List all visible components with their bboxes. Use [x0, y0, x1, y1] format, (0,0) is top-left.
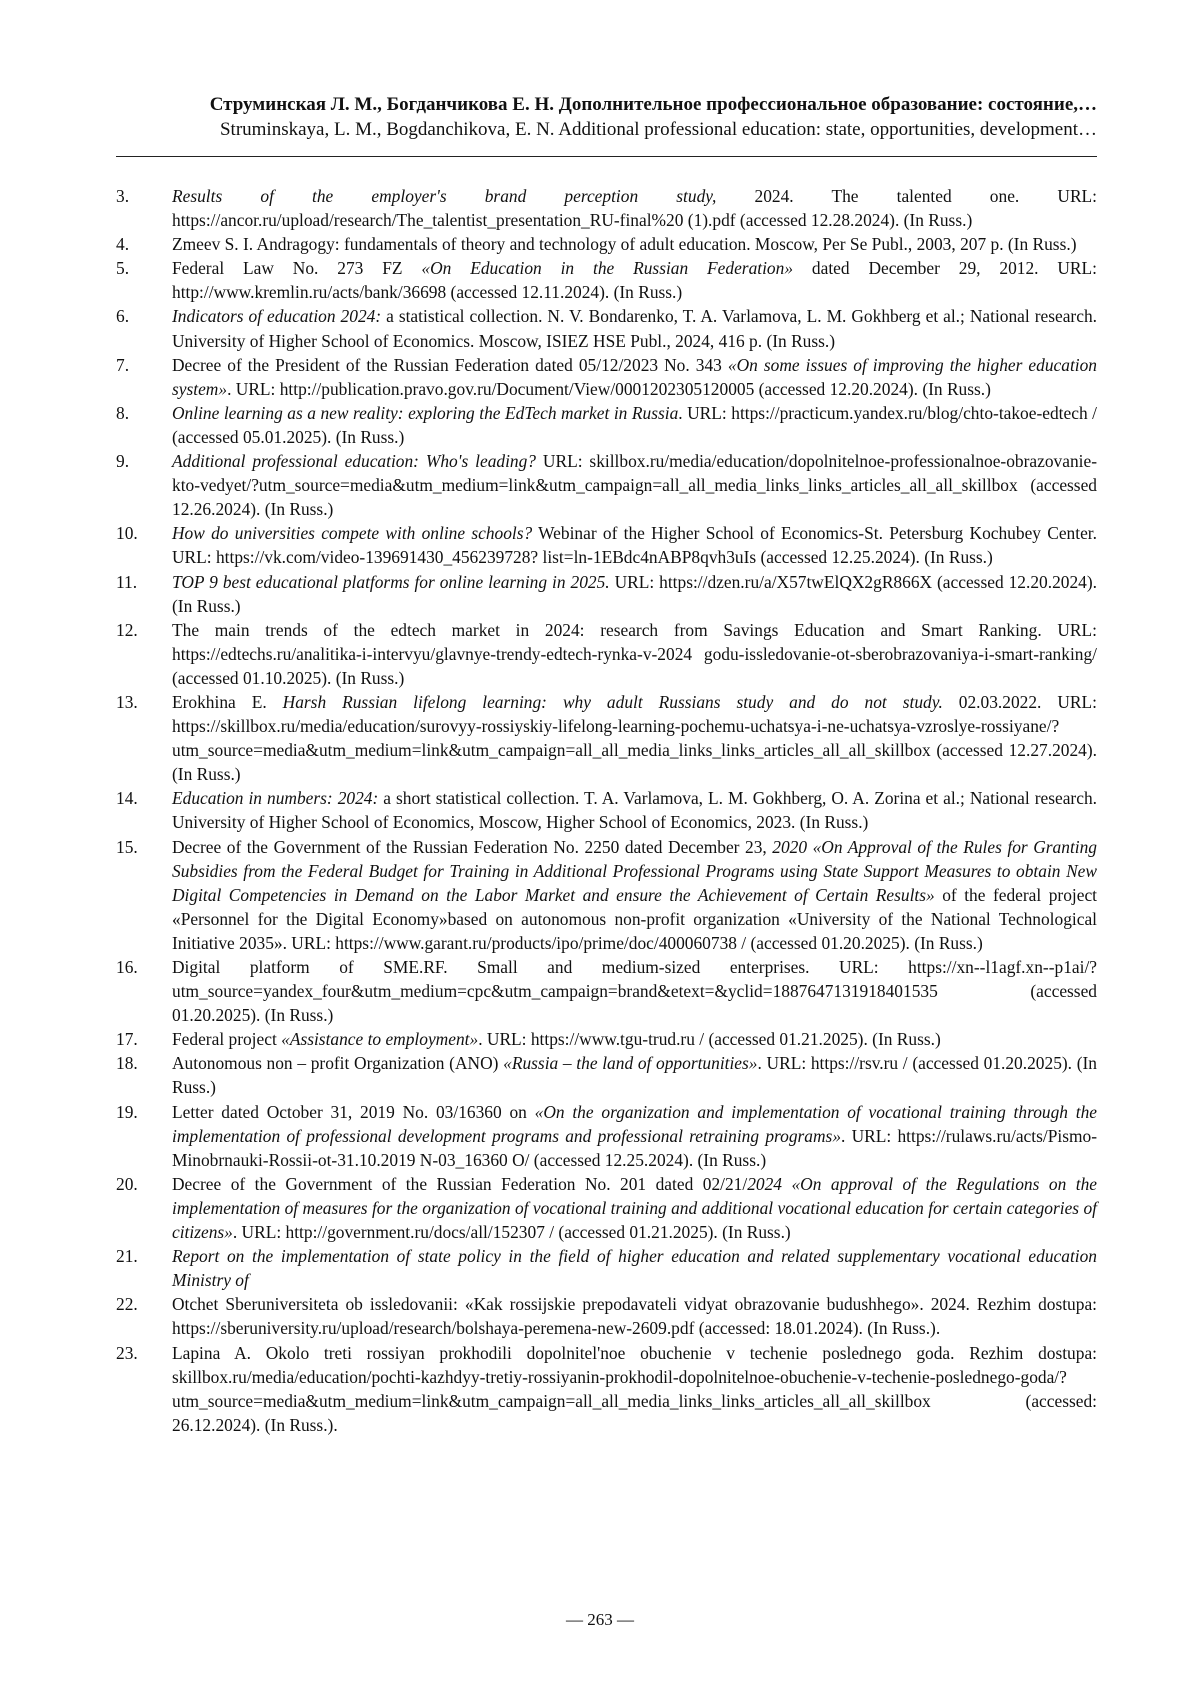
reference-text: [172, 618, 1097, 690]
page-number: — 263 —: [0, 1610, 1200, 1630]
reference-item: [116, 449, 1097, 521]
reference-text: [172, 304, 1097, 352]
reference-text-segment: Autonomous non – profit Organization (ANO): [172, 1053, 503, 1073]
reference-text-segment: Federal Law No. 273 FZ: [172, 258, 421, 278]
reference-number: 19.: [116, 1100, 172, 1124]
reference-title-italic: «On some issues of improving the higher education system»: [172, 355, 1097, 399]
reference-text-segment: Lapina A. Okolo treti rossiyan prokhodili dopolnitel'noe obuchenie v techenie poslednego goda. Rezhim dostupa: skillbox.ru/media/education/pochti-kazhdyy-tretiy-rossiyanin-prokhodil-dopolnitelnoe-obuchenie-v-techenie-poslednego-goda/?utm_source=media&utm_medium=link&utm_campaign=all_all_media_links_links_articles_all_all_skillbox (accessed: 26.12.2024). (In Russ.).: [172, 1343, 1097, 1435]
reference-number: 21.: [116, 1244, 172, 1268]
reference-item: [116, 232, 1097, 256]
reference-text: [172, 184, 1097, 232]
reference-title-italic: «Russia – the land of opportunities»: [503, 1053, 757, 1073]
reference-text-segment: Erokhina E.: [172, 692, 283, 712]
reference-title-italic: «On Education in the Russian Federation»: [421, 258, 793, 278]
reference-item: [116, 1027, 1097, 1051]
reference-item: [116, 570, 1097, 618]
reference-item: [116, 1244, 1097, 1292]
reference-item: [116, 256, 1097, 304]
reference-title-italic: Results of the employer's brand perception study,: [172, 186, 716, 206]
reference-number: 3.: [116, 184, 172, 208]
reference-text: [172, 835, 1097, 955]
reference-item: [116, 184, 1097, 232]
reference-item: [116, 786, 1097, 834]
reference-text-segment: Decree of the Government of the Russian Federation No. 2250 dated December 23,: [172, 837, 772, 857]
reference-text: [172, 521, 1097, 569]
reference-text: [172, 1100, 1097, 1172]
reference-text: [172, 1244, 1097, 1292]
reference-text-segment: Letter dated October 31, 2019 No. 03/16360 on: [172, 1102, 535, 1122]
reference-text: [172, 1292, 1097, 1340]
reference-text-segment: URL: skillbox.ru/media/education/dopolnitelnoe-professionalnoe-obrazovanie-kto-vedyet/?utm_source=media&utm_medium=link&utm_campaign=all_all_media_links_links_articles_all_all_skillbox (accessed 12.26.2024). (In Russ.): [172, 451, 1097, 519]
header-authors-ru: Струминская Л. М., Богданчикова Е. Н. Дополнительное профессиональное образование: состояние,…: [116, 92, 1097, 117]
reference-text-segment: Zmeev S. I. Andragogy: fundamentals of theory and technology of adult education. Moscow, Per Se Publ., 2003, 207 p. (In Russ.): [172, 234, 1076, 254]
reference-number: 23.: [116, 1341, 172, 1365]
reference-item: [116, 955, 1097, 1027]
reference-item: [116, 1172, 1097, 1244]
reference-title-italic: How do universities compete with online schools?: [172, 523, 532, 543]
reference-text-segment: . URL: http://publication.pravo.gov.ru/Document/View/0001202305120005 (accessed 12.20.2024). (In Russ.): [227, 379, 991, 399]
reference-number: 18.: [116, 1051, 172, 1075]
reference-text-segment: Digital platform of SME.RF. Small and medium-sized enterprises. URL: https://xn--l1agf.xn--p1ai/?utm_source=yandex_four&utm_medium=cpc&utm_campaign=brand&etext=&yclid=1887647131918401535 (accessed 01.20.2025). (In Russ.): [172, 957, 1097, 1025]
reference-number: 22.: [116, 1292, 172, 1316]
reference-text: [172, 353, 1097, 401]
reference-number: 8.: [116, 401, 172, 425]
reference-text: [172, 955, 1097, 1027]
reference-item: [116, 1100, 1097, 1172]
reference-item: [116, 304, 1097, 352]
reference-text-segment: of the federal project «Personnel for the Digital Economy»based on autonomous non-profit organization «University of the National Technological Initiative 2035». URL: https://www.garant.ru/products/ipo/prime/doc/400060738 / (accessed 01.20.2025). (In Russ.): [172, 885, 1097, 953]
running-header: [116, 92, 1097, 142]
reference-number: 12.: [116, 618, 172, 642]
reference-number: 6.: [116, 304, 172, 328]
reference-text-segment: . URL: https://rsv.ru / (accessed 01.20.2025). (In Russ.): [172, 1053, 1097, 1097]
reference-item: [116, 690, 1097, 786]
reference-number: 11.: [116, 570, 172, 594]
reference-number: 15.: [116, 835, 172, 859]
reference-number: 7.: [116, 353, 172, 377]
reference-text-segment: Decree of the President of the Russian Federation dated 05/12/2023 No. 343: [172, 355, 728, 375]
reference-text: [172, 1027, 1097, 1051]
reference-number: 17.: [116, 1027, 172, 1051]
reference-text-segment: Federal project: [172, 1029, 281, 1049]
reference-text: [172, 1172, 1097, 1244]
reference-number: 13.: [116, 690, 172, 714]
reference-text-segment: . URL: https://rulaws.ru/acts/Pismo-Minobrnauki-Rossii-ot-31.10.2019 N-03_16360 O/ (accessed 12.25.2024). (In Russ.): [172, 1126, 1097, 1170]
reference-title-italic: Additional professional education: Who's leading?: [172, 451, 536, 471]
reference-title-italic: TOP 9 best educational platforms for online learning in 2025.: [172, 572, 610, 592]
reference-item: [116, 1051, 1097, 1099]
reference-text: [172, 690, 1097, 786]
reference-title-italic: Education in numbers: 2024:: [172, 788, 378, 808]
reference-text-segment: The main trends of the edtech market in 2024: research from Savings Education and Smart Ranking. URL: https://edtechs.ru/analitika-i-intervyu/glavnye-trendy-edtech-rynka-v-2024 godu-issledovanie-ot-sberobrazovaniya-i-smart-ranking/ (accessed 01.10.2025). (In Russ.): [172, 620, 1097, 688]
reference-text: [172, 570, 1097, 618]
reference-text: [172, 786, 1097, 834]
page-content: [116, 92, 1097, 1437]
reference-title-italic: Harsh Russian lifelong learning: why adult Russians study and do not study.: [283, 692, 943, 712]
reference-text-segment: . URL: http://government.ru/docs/all/152307 / (accessed 01.21.2025). (In Russ.): [233, 1222, 791, 1242]
reference-number: 5.: [116, 256, 172, 280]
reference-text-segment: a short statistical collection. T. A. Varlamova, L. M. Gokhberg, O. A. Zorina et al.; National research. University of Higher School of Economics, Moscow, Higher School of Economics, 2023. (In Russ.): [172, 788, 1097, 832]
reference-text-segment: 2024. The talented one. URL: https://ancor.ru/upload/research/The_talentist_presentation_RU-final%20 (1).pdf (accessed 12.28.2024). (In Russ.): [172, 186, 1097, 230]
reference-item: [116, 618, 1097, 690]
reference-text: [172, 449, 1097, 521]
reference-title-italic: 2020 «On Approval of the Rules for Granting Subsidies from the Federal Budget for Training in Additional Professional Programs using State Support Measures to obtain New Digital Competencies in Demand on the Labor Market and ensure the Achievement of Certain Results»: [172, 837, 1097, 905]
reference-item: [116, 1341, 1097, 1437]
reference-number: 10.: [116, 521, 172, 545]
reference-item: [116, 521, 1097, 569]
reference-number: 14.: [116, 786, 172, 810]
reference-text: [172, 1341, 1097, 1437]
reference-title-italic: Online learning as a new reality: exploring the EdTech market in Russia: [172, 403, 678, 423]
header-authors-en: Struminskaya, L. M., Bogdanchikova, E. N. Additional professional education: state, opportunities, development…: [116, 117, 1097, 142]
reference-title-italic: «On the organization and implementation of vocational training through the implementation of professional development programs and professional retraining programs»: [172, 1102, 1097, 1146]
reference-text: [172, 232, 1097, 256]
reference-item: [116, 835, 1097, 955]
reference-text-segment: Decree of the Government of the Russian Federation No. 201 dated 02/21/: [172, 1174, 747, 1194]
reference-text: [172, 1051, 1097, 1099]
reference-text-segment: Otchet Sberuniversiteta ob issledovanii: «Kak rossijskie prepodavateli vidyat obrazovanie budushhego». 2024. Rezhim dostupa: https://sberuniversity.ru/upload/research/bolshaya-peremena-new-2609.pdf (accessed: 18.01.2024). (In Russ.).: [172, 1294, 1097, 1338]
reference-item: [116, 401, 1097, 449]
reference-text-segment: 02.03.2022. URL: https://skillbox.ru/media/education/surovyy-rossiyskiy-lifelong-learning-pochemu-uchatsya-i-ne-uchatsya-vzroslye-rossiyane/?utm_source=media&utm_medium=link&utm_campaign=all_all_media_links_links_articles_all_all_skillbox (accessed 12.27.2024). (In Russ.): [172, 692, 1097, 784]
header-divider: [116, 156, 1097, 157]
reference-text-segment: dated December 29, 2012. URL: http://www.kremlin.ru/acts/bank/36698 (accessed 12.11.2024). (In Russ.): [172, 258, 1097, 302]
reference-text: [172, 256, 1097, 304]
reference-text-segment: . URL: https://www.tgu-trud.ru / (accessed 01.21.2025). (In Russ.): [478, 1029, 941, 1049]
reference-item: [116, 1292, 1097, 1340]
reference-list: [116, 184, 1097, 1437]
reference-number: 9.: [116, 449, 172, 473]
reference-item: [116, 353, 1097, 401]
reference-number: 20.: [116, 1172, 172, 1196]
reference-title-italic: «Assistance to employment»: [281, 1029, 478, 1049]
reference-number: 4.: [116, 232, 172, 256]
reference-title-italic: 2024 «On approval of the Regulations on the implementation of measures for the organization of vocational training and additional vocational education for certain categories of citizens»: [172, 1174, 1097, 1242]
reference-title-italic: Report on the implementation of state policy in the field of higher education and related supplementary vocational education Ministry of: [172, 1246, 1097, 1290]
reference-text-segment: . URL: https://practicum.yandex.ru/blog/chto-takoe-edtech / (accessed 05.01.2025). (In Russ.): [172, 403, 1097, 447]
reference-number: 16.: [116, 955, 172, 979]
reference-text-segment: a statistical collection. N. V. Bondarenko, T. A. Varlamova, L. M. Gokhberg et al.; National research. University of Higher School of Economics. Moscow, ISIEZ HSE Publ., 2024, 416 p. (In Russ.): [172, 306, 1097, 350]
reference-text-segment: URL: https://dzen.ru/a/X57twElQX2gR866X (accessed 12.20.2024). (In Russ.): [172, 572, 1097, 616]
reference-text: [172, 401, 1097, 449]
reference-title-italic: Indicators of education 2024:: [172, 306, 381, 326]
reference-text-segment: Webinar of the Higher School of Economics-St. Petersburg Kochubey Center. URL: https://vk.com/video-139691430_456239728? list=ln-1EBdc4nABP8qvh3uIs (accessed 12.25.2024). (In Russ.): [172, 523, 1097, 567]
